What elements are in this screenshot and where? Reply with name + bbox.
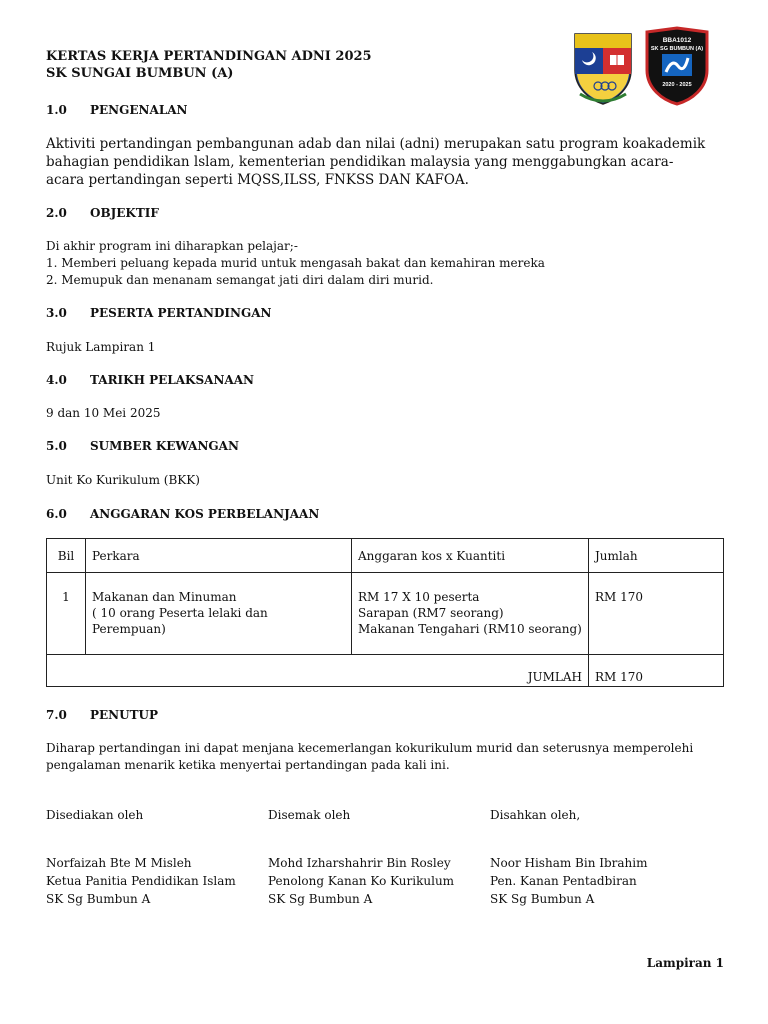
kos-line-2: Sarapan (RM7 seorang) — [358, 606, 504, 620]
school-crest-logo — [572, 30, 634, 106]
row-perkara — [86, 573, 352, 655]
section-1-title: PENGENALAN — [90, 103, 188, 117]
section-7-heading — [46, 708, 158, 722]
section-3-body: Rujuk Lampiran 1 — [46, 340, 156, 354]
closing-line-1: Diharap pertandingan ini dapat menjana kecemerlangan kokurikulum murid dan seterusnya memperolehi — [46, 741, 694, 755]
perkara-line-2: ( 10 orang Peserta lelaki dan Perempuan) — [92, 606, 268, 636]
school-shield-logo — [644, 26, 710, 106]
signature-name: Noor Hisham Bin Ibrahim — [490, 856, 648, 870]
section-1-body: Aktiviti pertandingan pembangunan adab dan nilai (adni) merupakan satu program koakademik bahagian pendidikan lslam, kementerian pendidikan malaysia yang menggabungkan acara-acara pertandingan seperti MQSS,ILSS, FNKSS DAN KAFOA. — [46, 136, 706, 188]
table-header-row — [47, 539, 724, 573]
shield-year: 2020 - 2025 — [662, 82, 692, 88]
signature-name: Mohd Izharshahrir Bin Rosley — [268, 856, 451, 870]
signature-position: Penolong Kanan Ko Kurikulum — [268, 874, 455, 888]
section-5-heading — [46, 439, 239, 453]
signature-block-1 — [46, 806, 236, 908]
signature-position: Pen. Kanan Pentadbiran — [490, 874, 637, 888]
objective-item-2: 2. Memupuk dan menanam semangat jati diri dalam diri murid. — [46, 273, 434, 287]
section-5-body: Unit Ko Kurikulum (BKK) — [46, 473, 200, 487]
shield-school-name: SK SG BUMBUN (A) — [650, 46, 704, 52]
total-value: RM 170 — [589, 655, 724, 687]
header-anggaran: Anggaran kos x Kuantiti — [352, 539, 589, 573]
section-4-title: TARIKH PELAKSANAAN — [90, 373, 254, 387]
section-4-heading — [46, 373, 254, 387]
section-6-number: 6.0 — [46, 507, 67, 521]
signature-role: Disemak oleh — [268, 808, 351, 822]
kos-line-1: RM 17 X 10 peserta — [358, 590, 480, 604]
header-jumlah: Jumlah — [589, 539, 724, 573]
section-5-title: SUMBER KEWANGAN — [90, 439, 239, 453]
closing-line-2: pengalaman menarik ketika menyertai pertandingan pada kali ini. — [46, 758, 450, 772]
section-3-heading — [46, 306, 272, 320]
section-3-number: 3.0 — [46, 306, 67, 320]
header-bil: Bil — [47, 539, 86, 573]
signature-block-3 — [490, 806, 648, 908]
signature-school: SK Sg Bumbun A — [268, 892, 373, 906]
title-line-2: SK SUNGAI BUMBUN (A) — [46, 66, 234, 81]
section-7-title: PENUTUP — [90, 708, 159, 722]
section-6-title: ANGGARAN KOS PERBELANJAAN — [90, 507, 320, 521]
section-1-heading — [46, 103, 188, 117]
objective-intro: Di akhir program ini diharapkan pelajar;- — [46, 239, 298, 253]
signature-school: SK Sg Bumbun A — [490, 892, 595, 906]
row-jumlah: RM 170 — [589, 573, 724, 655]
section-2-title: OBJEKTIF — [90, 206, 159, 220]
section-1-number: 1.0 — [46, 103, 67, 117]
signature-role: Disediakan oleh — [46, 808, 144, 822]
header-perkara: Perkara — [86, 539, 352, 573]
section-6-heading — [46, 507, 319, 521]
lampiran-label: Lampiran 1 — [646, 956, 724, 970]
kos-line-3: Makanan Tengahari (RM10 seorang) — [358, 622, 582, 636]
cost-table — [46, 538, 724, 687]
title-line-1: KERTAS KERJA PERTANDINGAN ADNI 2025 — [46, 49, 372, 64]
table-total-row — [47, 655, 724, 687]
signature-position: Ketua Panitia Pendidikan Islam — [46, 874, 236, 888]
document-title — [46, 48, 372, 82]
signature-block-2 — [268, 806, 454, 908]
row-anggaran — [352, 573, 589, 655]
shield-code: BBA1012 — [662, 37, 692, 44]
signature-name: Norfaizah Bte M Misleh — [46, 856, 192, 870]
section-7-number: 7.0 — [46, 708, 67, 722]
perkara-line-1: Makanan dan Minuman — [92, 590, 237, 604]
objective-item-1: 1. Memberi peluang kepada murid untuk mengasah bakat dan kemahiran mereka — [46, 256, 545, 270]
section-3-title: PESERTA PERTANDINGAN — [90, 306, 272, 320]
section-2-number: 2.0 — [46, 206, 67, 220]
table-row — [47, 573, 724, 655]
section-5-number: 5.0 — [46, 439, 67, 453]
section-4-number: 4.0 — [46, 373, 67, 387]
total-label: JUMLAH — [47, 655, 589, 687]
section-2-heading — [46, 206, 159, 220]
row-bil: 1 — [47, 573, 86, 655]
section-2-body — [46, 238, 545, 289]
section-7-body — [46, 740, 693, 774]
section-4-body: 9 dan 10 Mei 2025 — [46, 406, 161, 420]
signature-school: SK Sg Bumbun A — [46, 892, 151, 906]
signature-role: Disahkan oleh, — [490, 808, 581, 822]
